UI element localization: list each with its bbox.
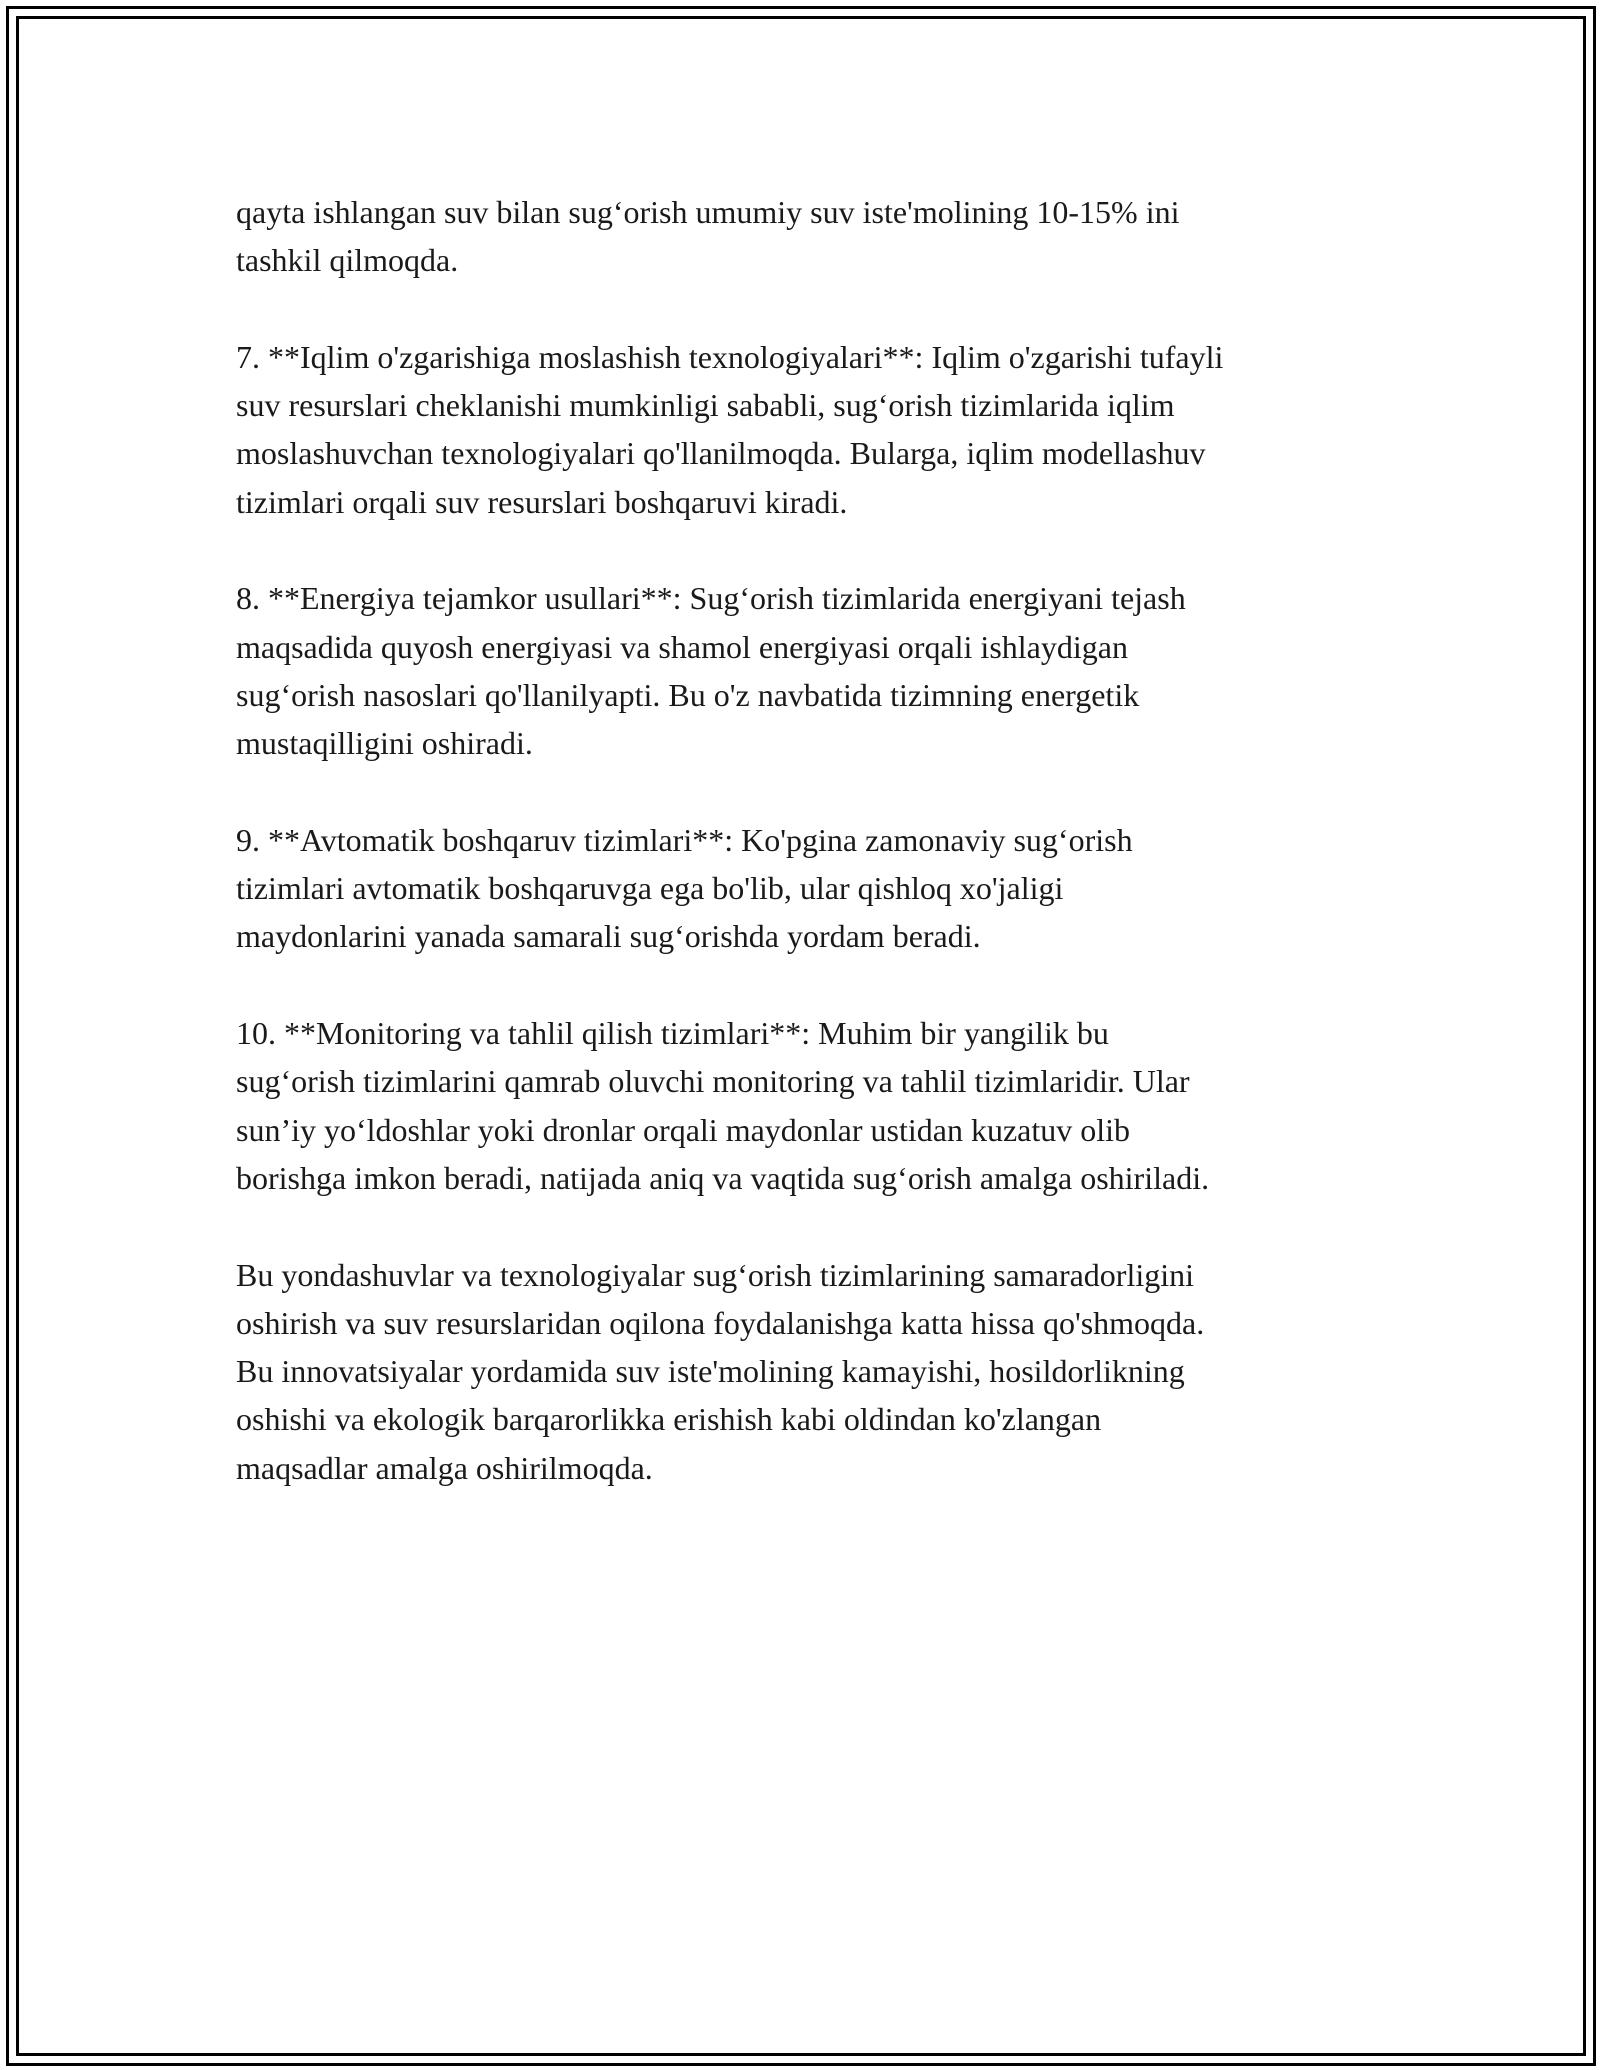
paragraph-conclusion: Bu yondashuvlar va texnologiyalar sug‘orish tizimlarining samaradorligini oshirish va suv resurslaridan oqilona foydalanishga katta hissa qo'shmoqda. Bu innovatsiyalar yordamida suv iste'molining kamayishi, hosildorlikning oshishi va ekologik barqarorlikka erishish kabi oldindan ko'zlangan maqsadlar amalga oshirilmoqda. bbox=[236, 1256, 1205, 1486]
paragraph-item-10: 10. **Monitoring va tahlil qilish tizimlari**: Muhim bir yangilik bu sug‘orish tizimlarini qamrab oluvchi monitoring va tahlil tizimlaridir. Ular sun’iy yo‘ldoshlar yoki dronlar orqali maydonlar ustidan kuzatuv olib borishga imkon beradi, natijada aniq va vaqtida sug‘orish amalga oshiriladi. bbox=[236, 1015, 1210, 1196]
paragraph-continuation: qayta ishlangan suv bilan sug‘orish umumiy suv iste'molining 10-15% ini tashkil qilmoqda. bbox=[236, 194, 1180, 279]
paragraph-item-8: 8. **Energiya tejamkor usullari**: Sug‘orish tizimlarida energiyani tejash maqsadida quyosh energiyasi va shamol energiyasi orqali ishlaydigan sug‘orish nasoslari qo'llanilyapti. Bu o'z navbatida tizimning energetik mustaqilligini oshiradi. bbox=[236, 580, 1186, 762]
paragraph-item-7: 7. **Iqlim o'zgarishiga moslashish texnologiyalari**: Iqlim o'zgarishi tufayli suv resurslari cheklanishi mumkinligi sababli, sug‘orish tizimlarida iqlim moslashuvchan texnologiyalari qo'llanilmoqda. Bularga, iqlim modellashuv tizimlari orqali suv resurslari boshqaruvi kiradi. bbox=[236, 338, 1224, 520]
paragraph-item-9: 9. **Avtomatik boshqaruv tizimlari**: Ko'pgina zamonaviy sug‘orish tizimlari avtomatik boshqaruvga ega bo'lib, ular qishloq xo'jaligi maydonlarini yanada samarali sug‘orishda yordam beradi. bbox=[236, 821, 1133, 955]
document-body bbox=[236, 188, 1386, 1540]
